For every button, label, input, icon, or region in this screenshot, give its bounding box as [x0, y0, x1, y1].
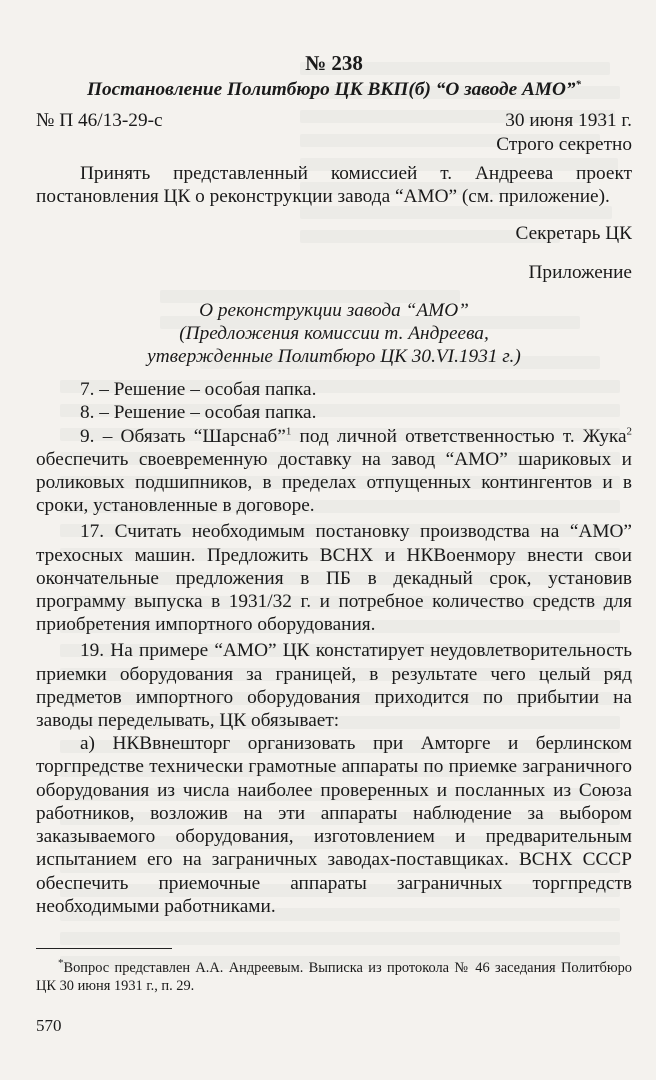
document-page [36, 52, 632, 995]
footnote-mark: * [58, 957, 64, 970]
appendix-label: Приложение [528, 262, 632, 284]
decision-text: Принять представленный комиссией т. Андреева проект постановления ЦК о реконструкции завода “АМО” (см. приложение). [36, 162, 632, 208]
signature: Секретарь ЦК [515, 223, 632, 245]
document-number: № 238 [305, 51, 363, 75]
appendix-title-line2: (Предложения комиссии т. Андреева, [179, 322, 489, 344]
item-8: 8. – Решение – особая папка. [80, 402, 317, 424]
classification-label: Строго секретно [496, 133, 632, 155]
document-title [36, 78, 632, 101]
footnote-ref-1: 1 [285, 425, 292, 438]
title-footnote-mark: * [575, 78, 582, 91]
item-9-part3: обеспечить своевременную доставку на завод “АМО” шариковых и роликовых подшипников, в пределах отпущенных контингентов и в сроки, установленные в договоре. [36, 448, 632, 517]
appendix-items [36, 378, 632, 918]
appendix-title-line3: утвержденные Политбюро ЦК 30.VI.1931 г.) [147, 346, 521, 368]
item-7: 7. – Решение – особая папка. [80, 379, 317, 401]
item-19a: а) НКВвнешторг организовать при Амторге и берлинском торгпредстве технически грамотные аппараты по приемке заграничного оборудования из числа наиболее проверенных и посланных из Союза работников, возложив на эти аппараты наблюдение за выбором заказываемого оборудования, изготовлением и предварительным испытанием его на заграничных заводах-поставщиках. ВСНХ СССР обеспечить приемочные аппараты заграничных торгпредств необходимыми работниками. [36, 733, 632, 917]
document-meta [36, 109, 632, 132]
item-9 [36, 425, 632, 518]
document-title-text: Постановление Политбюро ЦК ВКП(б) “О заводе АМО” [86, 79, 576, 101]
document-reference: № П 46/13-29-с [36, 110, 163, 132]
appendix-title-line1: О реконструкции завода “АМО” [199, 299, 469, 321]
item-9-part1: 9. – Обязать “Шарснаб” [80, 425, 286, 447]
footnote-text: Вопрос представлен А.А. Андреевым. Выписка из протокола № 46 заседания Политбюро ЦК 30 июня 1931 г., п. 29. [36, 959, 632, 994]
footnote [36, 959, 632, 995]
footnote-divider [36, 948, 172, 949]
appendix-heading [36, 299, 632, 369]
page-number: 570 [36, 1016, 62, 1035]
document-date: 30 июня 1931 г. [505, 110, 632, 132]
item-9-part2: под личной ответственностью т. Жука [291, 425, 627, 447]
footnote-ref-2: 2 [626, 425, 632, 438]
item-19: 19. На примере “АМО” ЦК констатирует неудовлетворительность приемки оборудования за границей, в результате чего целый ряд предметов импортного оборудования приходится по прибытии на заводы переделывать, ЦК обязывает: [36, 640, 632, 732]
item-17: 17. Считать необходимым постановку производства на “АМО” трехосных машин. Предложить ВСНХ и НКВоенмору внести свои окончательные предложения в ПБ в декадный срок, установив программу выпуска в 1931/32 г. и потребное количество средств для приобретения импортного оборудования. [36, 521, 632, 636]
